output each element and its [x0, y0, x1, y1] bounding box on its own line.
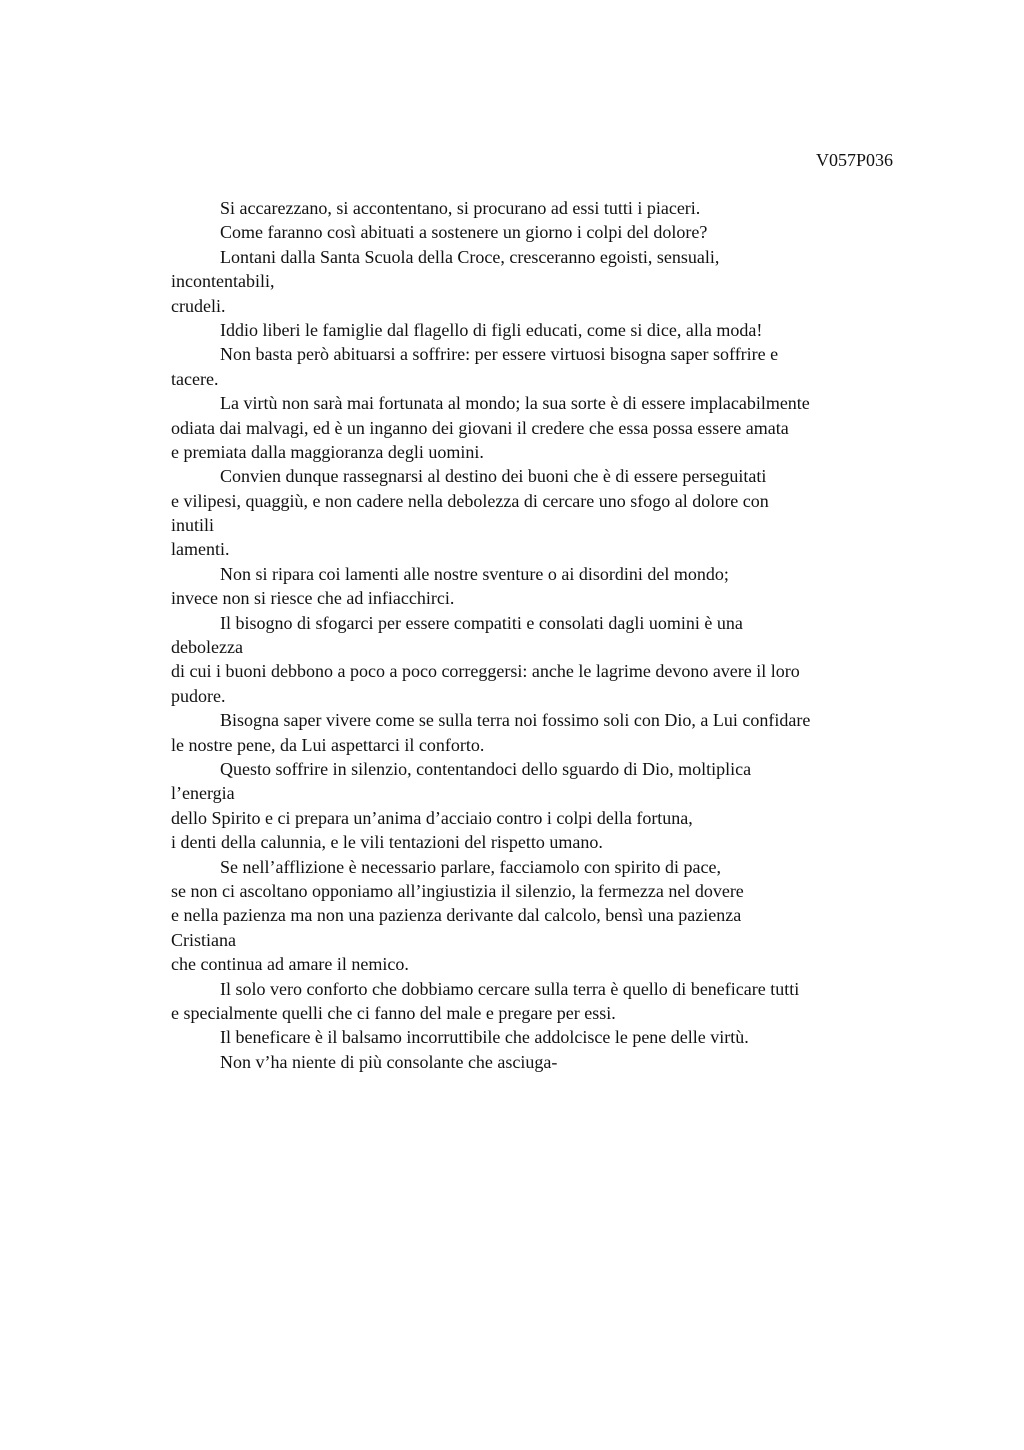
text-line: se non ci ascoltano opponiamo all’ingiustizia il silenzio, la fermezza nel dovere [171, 880, 744, 901]
text-line: debolezza [171, 637, 243, 658]
text-line: lamenti. [171, 539, 230, 560]
text-line: le nostre pene, da Lui aspettarci il conforto. [171, 734, 485, 755]
text-line: e vilipesi, quaggiù, e non cadere nella debolezza di cercare uno sfogo al dolore con [171, 490, 769, 511]
paragraph-first-line: Non v’ha niente di più consolante che asciuga- [220, 1051, 558, 1072]
page-identifier: V057P036 [815, 150, 893, 170]
text-line: pudore. [171, 685, 226, 706]
paragraph-first-line: Questo soffrire in silenzio, contentandoci dello sguardo di Dio, moltiplica [220, 758, 752, 779]
text-line: e specialmente quelli che ci fanno del male e pregare per essi. [171, 1002, 616, 1023]
text-line: e premiata dalla maggioranza degli uomini. [171, 441, 484, 462]
paragraph-first-line: Il solo vero conforto che dobbiamo cercare sulla terra è quello di beneficare tutti [220, 978, 800, 999]
paragraph-first-line: Iddio liberi le famiglie dal flagello di figli educati, come si dice, alla moda! [220, 319, 763, 340]
paragraph-first-line: Come faranno così abituati a sostenere un giorno i colpi del dolore? [220, 222, 708, 243]
paragraph-first-line: Bisogna saper vivere come se sulla terra noi fossimo soli con Dio, a Lui confidare [220, 710, 811, 731]
text-line: tacere. [171, 368, 219, 389]
paragraph-first-line: Lontani dalla Santa Scuola della Croce, cresceranno egoisti, sensuali, [220, 246, 720, 267]
text-line: invece non si riesce che ad infiacchirci. [171, 588, 455, 609]
text-line: crudeli. [171, 295, 226, 316]
paragraph-first-line: Il beneficare è il balsamo incorruttibile che addolcisce le pene delle virtù. [220, 1027, 749, 1048]
paragraph-first-line: Convien dunque rassegnarsi al destino dei buoni che è di essere perseguitati [220, 466, 767, 487]
paragraph-first-line: Non si ripara coi lamenti alle nostre sventure o ai disordini del mondo; [220, 563, 729, 584]
text-line: inutili [171, 515, 215, 536]
paragraph-first-line: Se nell’afflizione è necessario parlare, facciamolo con spirito di pace, [220, 856, 721, 877]
paragraph-first-line: La virtù non sarà mai fortunata al mondo; la sua sorte è di essere implacabilmente [220, 393, 810, 414]
text-line: Cristiana [171, 929, 236, 950]
text-line: e nella pazienza ma non una pazienza derivante dal calcolo, bensì una pazienza [171, 905, 742, 926]
text-line: di cui i buoni debbono a poco a poco correggersi: anche le lagrime devono avere il loro [171, 661, 800, 682]
text-line: i denti della calunnia, e le vili tentazioni del rispetto umano. [171, 832, 603, 853]
text-line: incontentabili, [171, 271, 275, 292]
text-line: che continua ad amare il nemico. [171, 954, 409, 975]
paragraph-first-line: Si accarezzano, si accontentano, si procurano ad essi tutti i piaceri. [220, 198, 701, 218]
paragraph-first-line: Non basta però abituarsi a soffrire: per essere virtuosi bisogna saper soffrire e [220, 344, 779, 365]
text-line: l’energia [171, 783, 235, 804]
text-line: odiata dai malvagi, ed è un inganno dei giovani il credere che essa possa essere amata [171, 417, 789, 438]
body-text [171, 196, 911, 1074]
paragraph-first-line: Il bisogno di sfogarci per essere compatiti e consolati dagli uomini è una [220, 612, 743, 633]
text-line: dello Spirito e ci prepara un’anima d’acciaio contro i colpi della fortuna, [171, 807, 693, 828]
